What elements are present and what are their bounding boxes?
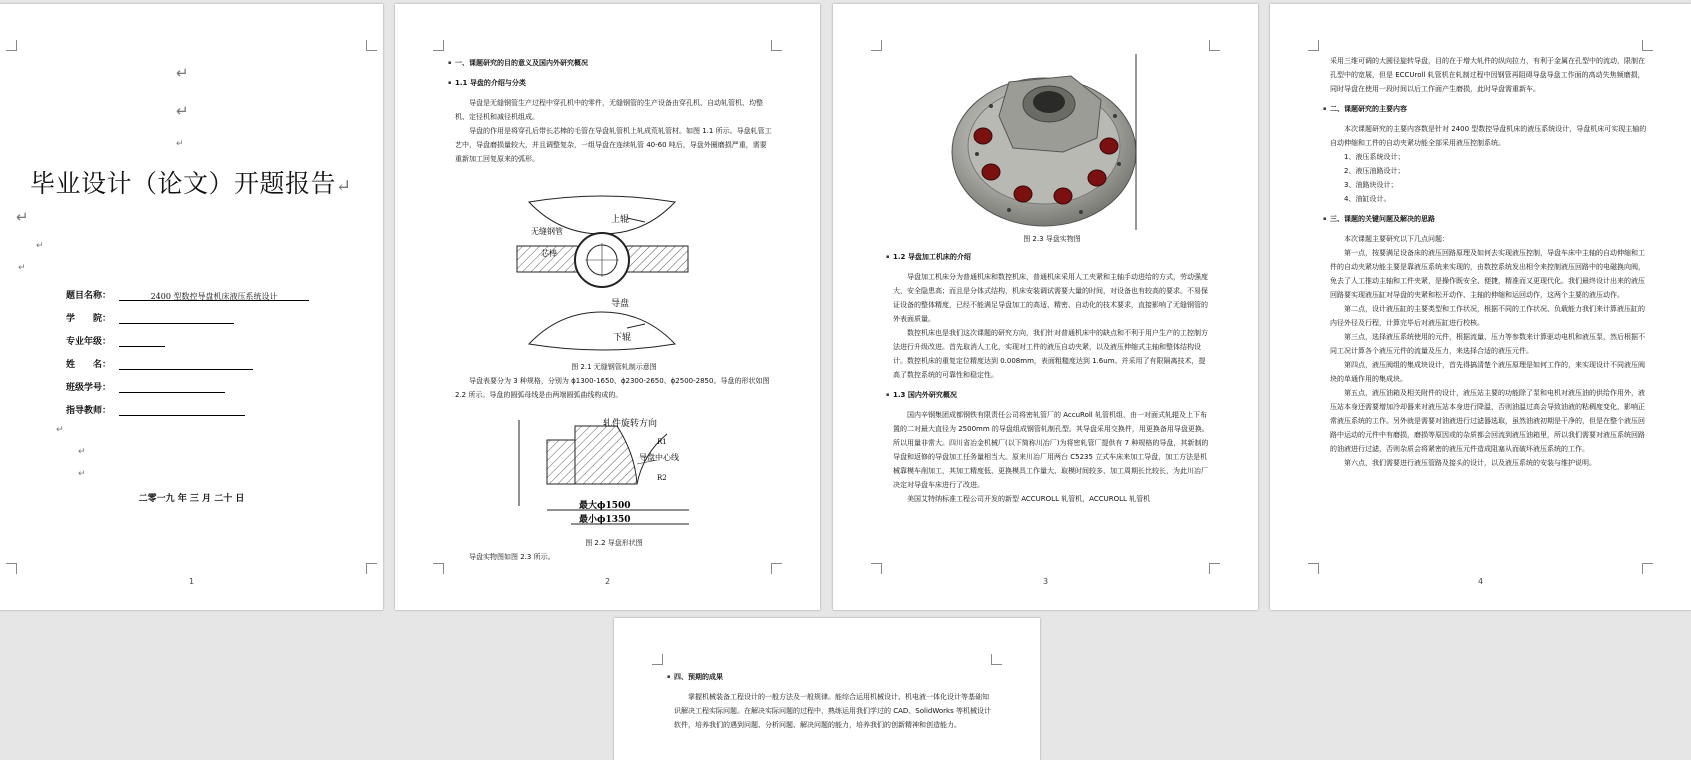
paragraph: 导盘的作用是将穿孔后带长芯棒的毛管在导盘轧管机上轧成荒轧管材。如图 1.1 所示。导盘轧管工艺中，导盘磨损量较大，并且调整复杂，一组导盘在连续轧管 40-60 吨后，导盘外圈磨损严重，需要重新加工回复原来的弧形。: [455, 127, 772, 163]
label-max-diameter: 最大ϕ1500: [579, 501, 631, 511]
crop-mark: [1209, 563, 1220, 574]
section-heading: ▪ 三、课题的关键问题及解决的思路: [1330, 212, 1648, 226]
list-item: 3、油路块设计；: [1344, 181, 1398, 189]
paragraph-mark-icon: ↵: [78, 447, 86, 457]
cover-date: 二零一九 年 三 月 二十 日: [138, 494, 245, 504]
field-advisor-value[interactable]: [119, 406, 245, 416]
paragraph: 本次课题主要研究以下几点问题：: [1344, 235, 1449, 243]
paragraph: 导盘表要分为 3 种规格，分别为 ϕ1300-1650、ϕ2300-2650、ϕ2500-2850。导盘的形状如图 2.2 所示。导盘的圆弧母线是由两端圆弧曲线构成的。: [455, 377, 770, 399]
field-student-id-value[interactable]: [119, 383, 225, 393]
guide-disc-photo: [951, 54, 1137, 230]
paragraph-mark-icon: ↵: [176, 64, 189, 82]
paragraph: 导盘是无缝钢管生产过程中穿孔机中的零件，无缝钢管的生产设备由穿孔机、自动轧管机、均整机、定径机和减径机组成。: [455, 99, 763, 121]
field-advisor: 指导教师：: [66, 403, 245, 416]
list-item: 2、液压油路设计；: [1344, 167, 1405, 175]
field-title-value[interactable]: 2400 型数控导盘机床液压系统设计: [119, 291, 309, 301]
section-heading: ▪ 四、预期的成果: [674, 670, 992, 684]
paragraph: 采用三维可调的大圆径旋转导盘，目的在于增大轧件的纵向拉力，有利于金属在孔型中的流动，限制在孔型中的宽展，但是 ECCUroll 轧管机在轧制过程中因钢管再阻碍导盘导盘工作面的高动失焦频磨损，同时导盘在使用一段时间以后工作面产生磨损，此时导盘需重新车。: [1330, 57, 1645, 93]
crop-mark: [991, 654, 1002, 665]
crop-mark: [433, 563, 444, 574]
paragraph: 国内辛钢集团成都钢铁有限责任公司将密轧管厂的 AccuRoll 轧管机组，由一对面式轧辊及上下布置的二对最大直径为 2500mm 的导盘组成钢管轧制孔型。其导盘采用交换件，用更换备用导盘更换。所以用量非常大。四川省冶金机械厂(以下简称川冶厂)为将密轧管厂提供有 7 种规格的导盘，其新制的导盘和返修的导盘加工任务量相当大。原来川冶厂用两台 C5235 立式车床来加工导盘，加工方法是机械靠模车削加工，其加工精度低、更换模具工作量大、取模时间较多、加工周期长比较长，为此川冶厂决定对导盘车床进行了改进。: [893, 411, 1209, 489]
paragraph: 第一点，按要满足设备床的液压回路原理及如何去实现液压控制，导盘车床中主轴的自动伸缩和工件的自动夹紧功能主要是靠液压系统来实现的，由数控系统发出相令来控制液压回路中的电磁换向阀，免去了人工推动主轴和工件夹紧，是操作既安全、便捷，精准而又更现代化。我们最终设计出来的液压回路要实现液压缸对导盘的夹紧和松开动作、主轴的伸缩和运回动作，这两个主要的液压动作。: [1330, 249, 1645, 299]
crop-mark: [1642, 563, 1653, 574]
label-rotation-direction: 轧件旋转方向: [603, 419, 658, 429]
crop-mark: [6, 40, 17, 51]
crop-mark: [366, 563, 377, 574]
paragraph: 第六点，我们需要进行液压管路及接头的设计，以及液压系统的安装与维护说明。: [1344, 459, 1596, 467]
label-min-diameter: 最小ϕ1350: [579, 515, 631, 525]
field-title: 题目名称： 2400 型数控导盘机床液压系统设计: [66, 288, 309, 301]
crop-mark: [1209, 40, 1220, 51]
paragraph-mark-icon: ↵: [16, 208, 29, 226]
field-college-value[interactable]: [119, 314, 234, 324]
crop-mark: [771, 563, 782, 574]
label-lower-roll: 下辊: [613, 333, 632, 343]
paragraph: 第二点，设计液压缸的主要类型和工作状况，根据不同的工作状况、负载能力我们来计算液压缸的内径外径及行程，计算完毕后对液压缸进行校核。: [1330, 305, 1645, 327]
page-number: 1: [188, 577, 195, 586]
paragraph-mark-icon: ↵: [176, 139, 184, 149]
lower-roll: [529, 312, 675, 350]
crop-mark: [871, 563, 882, 574]
guide-disc-shape-diagram: [517, 414, 692, 534]
cover-title: 毕业设计（论文）开题报告↵: [30, 169, 352, 198]
page-number: 4: [1477, 577, 1484, 586]
page-number: 2: [604, 577, 611, 586]
crop-mark: [6, 563, 17, 574]
crop-mark: [1308, 563, 1319, 574]
field-college: 学 院：: [66, 311, 234, 324]
crop-mark: [871, 40, 882, 51]
crop-mark: [366, 40, 377, 51]
crop-mark: [1642, 40, 1653, 51]
paragraph: 第五点，液压油箱及相关附件的设计，液压站主要的功能除了泵和电机对液压油的供给作用外，液压站本身还需要增加冷却器来对液压站本身进行降温，否则油温过高会导致油液的粘稠度变化，影响正常液压系统的工作。另外就是需要对油液进行过滤器选取，虽然油液初期是干净的，但是在整个液压回路中运动的元件中有磨损，磨损等原因或的杂质都会回流到液压油箱里，所以我们需要对液压系统回路的油液进行过滤，否则杂质会将紧密的液压元件造成阻塞从而破坏液压系统的工作。: [1330, 389, 1645, 453]
right-guide-disc: [623, 246, 688, 272]
paragraph: 美国艾特纳标准工程公司开发的新型 ACCUROLL 轧管机，ACCUROLL 轧管机: [907, 495, 1151, 503]
paragraph: 数控机床也是我们这次课题的研究方向，我们针对普通机床中的缺点和不利于用户生产的工控制方法进行升级改进。首先取消人工化，实现对工件的液压自动夹紧，以及液压伸缩式主轴和整体结构设计。数控机床的重复定位精度达到 0.008mm，表面粗糙度达到 1.6um。并采用了有限隔离技术，提高了数控系统的可靠性和稳定性。: [893, 329, 1208, 379]
field-student-id: 班级学号：: [66, 380, 225, 393]
paragraph: 导盘加工机床分为普通机床和数控机床，普通机床采用人工夹紧和主轴手动进给的方式，劳动强度大，安全隐患高；而且是分体式结构，机床安装调试需要大量的时间，对设备也有较高的要求。不易保证设备的整体精度，已经不能满足导盘加工的高适、精密、自动化的技术要求，直接影响了无缝钢管的外表面质量。: [893, 273, 1208, 323]
field-name-value[interactable]: [119, 360, 253, 370]
page-1: [0, 4, 383, 610]
page-2: [395, 4, 820, 610]
paragraph: 导盘实物图如图 2.3 所示。: [469, 553, 555, 561]
section-heading: ▪ 二、课题研究的主要内容: [1330, 102, 1648, 116]
page-5: [614, 618, 1040, 760]
figure-caption: 图 2.3 导盘实物图: [1023, 235, 1081, 243]
page-3: [833, 4, 1258, 610]
field-name: 姓 名：: [66, 357, 253, 370]
crop-mark: [771, 40, 782, 51]
page-number: 3: [1042, 577, 1049, 586]
section-heading: ▪ 一、课题研究的目的意义及国内外研究概况: [455, 56, 773, 70]
field-major-value[interactable]: [119, 337, 165, 347]
paragraph: 掌握机械装备工程设计的一般方法及一般规律。能综合运用机械设计、机电液一体化设计等基础知识解决工程实际问题。在解决实际问题的过程中，熟练运用我们学过的 CAD、SolidWorks 等机械设计软件，培养我们的遇到问题、分析问题、解决问题的能力，培养我们的创新精神和创造能力。: [674, 693, 991, 729]
paragraph-mark-icon: ↵: [176, 102, 189, 120]
label-upper-roll: 上辊: [611, 215, 630, 225]
crop-mark: [1308, 40, 1319, 51]
page-4: [1270, 4, 1691, 610]
crop-mark: [433, 40, 444, 51]
paragraph-mark-icon: ↵: [36, 241, 44, 251]
list-item: 4、油缸设计。: [1344, 195, 1391, 203]
subsection-heading: ▪ 1.2 导盘加工机床的介绍: [893, 250, 1211, 264]
crop-mark: [652, 654, 663, 665]
label-r2: R2: [657, 474, 667, 482]
tube-rolling-diagram: [515, 194, 690, 354]
list-item: 1、液压系统设计；: [1344, 153, 1405, 161]
paragraph-mark-icon: ↵: [56, 425, 64, 435]
label-tube: 无缝钢管: [531, 227, 563, 236]
figure-caption: 图 2.1 无缝钢管轧制示意图: [571, 363, 657, 371]
paragraph: 本次课题研究的主要内容数是针对 2400 型数控导盘机床的液压系统设计，导盘机床可实现主轴的自动伸缩和工件的自动夹紧功能全部采用液压控制系统。: [1330, 125, 1647, 147]
label-guide: 导盘: [611, 299, 630, 309]
paragraph-mark-icon: ↵: [78, 469, 86, 479]
figure-caption: 图 2.2 导盘形状图: [585, 539, 643, 547]
paragraph-mark-icon: ↵: [18, 263, 26, 273]
label-r1: R1: [657, 438, 667, 446]
paragraph: 第三点，选择液压系统使用的元件，根据流量、压力等参数来计算驱动电机和液压泵，然后根据不同工况计算各个液压元件的流量及压力，来选择合适的液压元件。: [1330, 333, 1645, 355]
label-mandrel: 芯棒: [541, 249, 557, 258]
label-center-line: 导盘中心线: [639, 453, 679, 462]
paragraph: 第四点，液压阀组的集成块设计，首先得搞清楚个液压原理是如何工作的，来实现设计不同液压阀块的单通作用的集成块。: [1330, 361, 1645, 383]
subsection-heading: ▪ 1.3 国内外研究概况: [893, 388, 1211, 402]
field-major: 专业年级：: [66, 334, 165, 347]
subsection-heading: ▪ 1.1 导盘的介绍与分类: [455, 76, 773, 90]
